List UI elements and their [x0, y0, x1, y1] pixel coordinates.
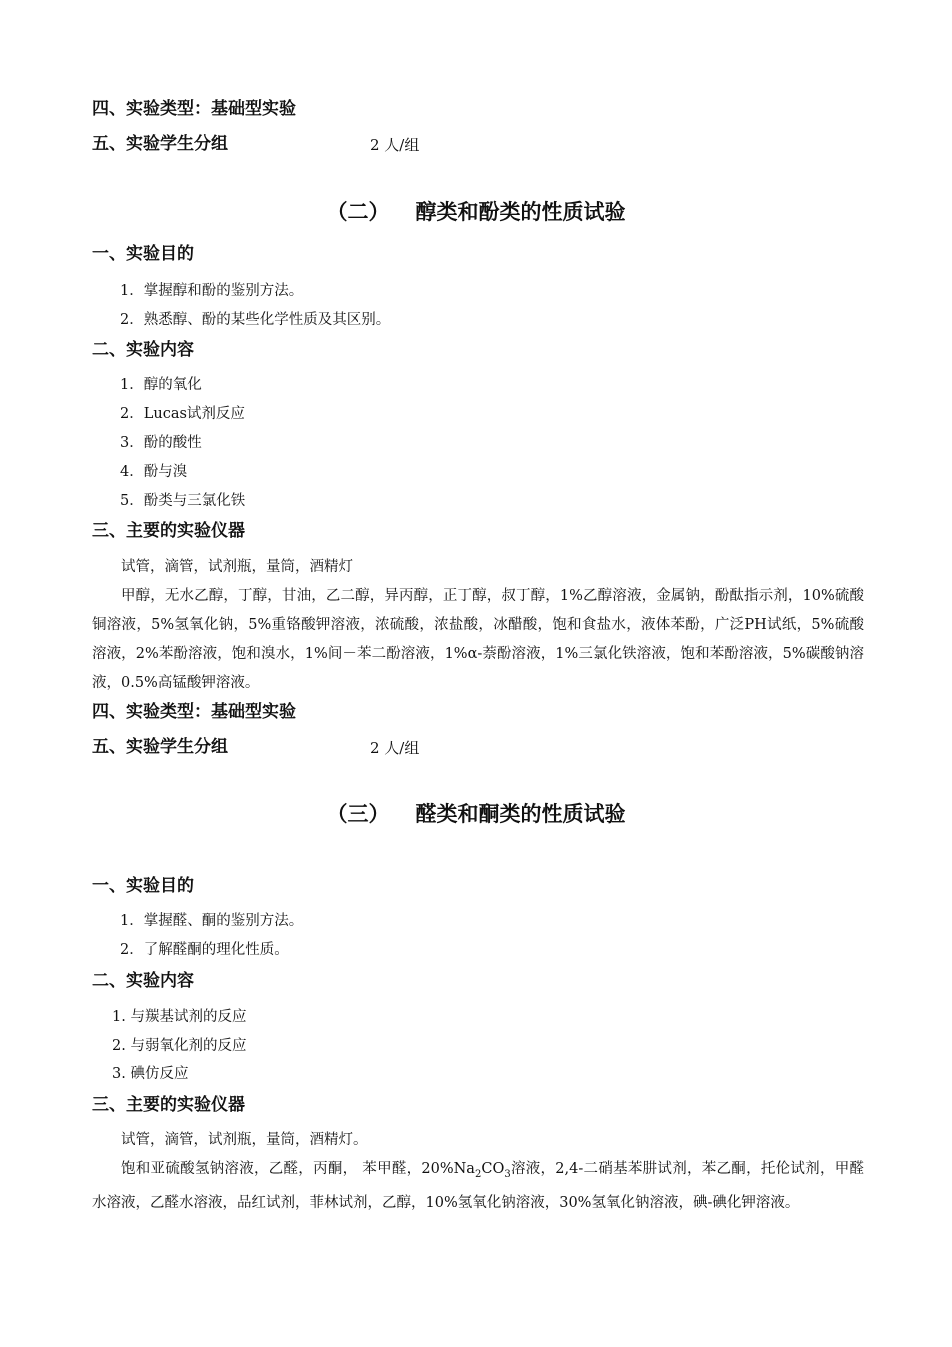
- section-title: （三） 醛类和酮类的性质试验: [326, 802, 626, 826]
- reagents-text: 甲醇，无水乙醇，丁醇，甘油，乙二醇，异丙醇，正丁醇，叔丁醇，1%乙醇溶液，金属钠，酚酞指示剂，10%硫酸铜溶液，5%氢氧化钠，5%重铬酸钾溶液，浓硫酸，浓盐酸，冰醋酸，饱和食盐水，液体苯酚，广泛PH试纸，5%硫酸溶液，2%苯酚溶液，饱和溴水，1%间－苯二酚溶液，1%α-萘酚溶液，1%三氯化铁溶液，饱和苯酚溶液，5%碳酸钠溶液，0.5%高锰酸钾溶液。: [92, 588, 864, 691]
- experiment-type-heading: 四、实验类型：基础型实验: [92, 99, 296, 119]
- list-item: 3. 碘仿反应: [112, 1066, 189, 1082]
- list-item: 2．Lucas试剂反应: [120, 406, 245, 422]
- list-item: 1. 与羰基试剂的反应: [112, 1009, 247, 1025]
- list-item: 2. 与弱氧化剂的反应: [112, 1038, 247, 1054]
- instruments-heading: 三、主要的实验仪器: [92, 1095, 245, 1115]
- list-item: 1．掌握醇和酚的鉴别方法。: [120, 283, 304, 299]
- section-title: （二） 醇类和酚类的性质试验: [326, 200, 626, 224]
- list-item: 4．酚与溴: [120, 464, 188, 480]
- list-item: 1．醇的氧化: [120, 377, 202, 393]
- student-group-heading: 五、实验学生分组 2 人/组: [92, 737, 420, 757]
- experiment-type-heading: 四、实验类型：基础型实验: [92, 702, 296, 722]
- purpose-heading: 一、实验目的: [92, 876, 194, 896]
- instruments-heading: 三、主要的实验仪器: [92, 521, 245, 541]
- reagents-text: 饱和亚硫酸氢钠溶液，乙醛，丙酮， 苯甲醛，$20\%Na_2CO_3$溶液，2,4-二硝基苯肼试剂，苯乙酮，托伦试剂，甲醛水溶液，乙醛水溶液，品红试剂，菲林试剂，乙醇，10%氢氧化钠溶液，30%氢氧化钠溶液，碘-碘化钾溶液。: [92, 1161, 864, 1211]
- student-group-heading: 五、实验学生分组 2 人/组: [92, 134, 420, 154]
- instruments-text: 试管，滴管，试剂瓶，量筒，酒精灯: [121, 559, 353, 575]
- list-item: 3．酚的酸性: [120, 435, 202, 451]
- student-group-value: 2 人/组: [370, 136, 420, 154]
- content-heading: 二、实验内容: [92, 971, 194, 991]
- list-item: 1．掌握醛、酮的鉴别方法。: [120, 913, 304, 929]
- purpose-heading: 一、实验目的: [92, 244, 194, 264]
- content-heading: 二、实验内容: [92, 340, 194, 360]
- list-item: 2．熟悉醇、酚的某些化学性质及其区别。: [120, 312, 391, 328]
- list-item: 2．了解醛酮的理化性质。: [120, 942, 289, 958]
- student-group-value: 2 人/组: [370, 739, 420, 757]
- list-item: 5．酚类与三氯化铁: [120, 493, 246, 509]
- instruments-text: 试管，滴管，试剂瓶，量筒，酒精灯。: [121, 1132, 368, 1148]
